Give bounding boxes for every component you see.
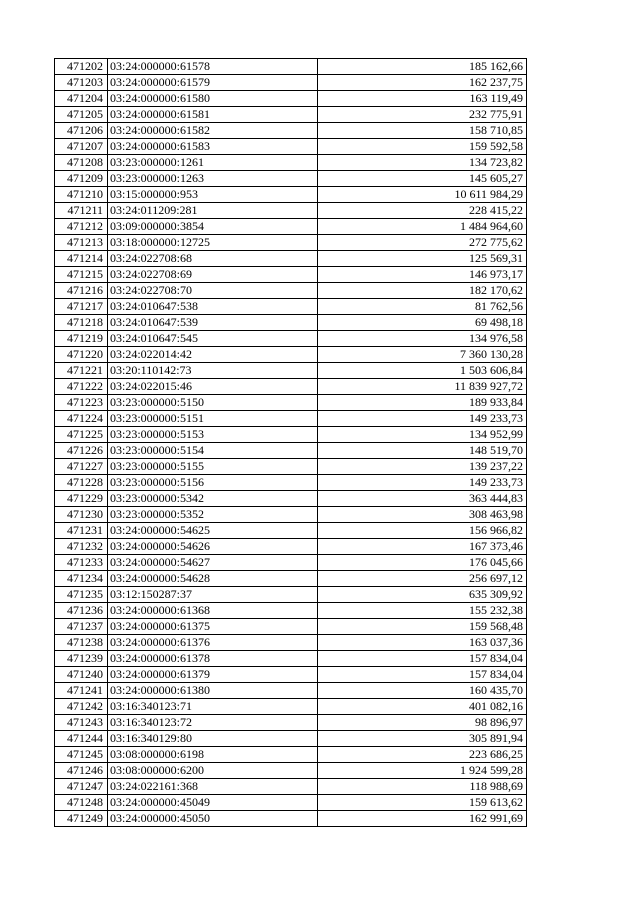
row-id-cell: 471205 xyxy=(55,107,108,123)
row-id-cell: 471225 xyxy=(55,427,108,443)
cadastral-number-cell: 03:24:000000:45050 xyxy=(108,811,318,827)
row-id-cell: 471236 xyxy=(55,603,108,619)
cadastral-value-cell: 256 697,12 xyxy=(318,571,527,587)
cadastral-value-cell: 139 237,22 xyxy=(318,459,527,475)
row-id-cell: 471234 xyxy=(55,571,108,587)
cadastral-value-cell: 182 170,62 xyxy=(318,283,527,299)
cadastral-value-cell: 81 762,56 xyxy=(318,299,527,315)
cadastral-number-cell: 03:24:000000:61380 xyxy=(108,683,318,699)
table-row xyxy=(55,299,527,315)
table-row xyxy=(55,475,527,491)
cadastral-value-cell: 223 686,25 xyxy=(318,747,527,763)
cadastral-value-cell: 189 933,84 xyxy=(318,395,527,411)
row-id-cell: 471242 xyxy=(55,699,108,715)
row-id-cell: 471228 xyxy=(55,475,108,491)
cadastral-number-cell: 03:24:000000:61378 xyxy=(108,651,318,667)
cadastral-value-cell: 134 976,58 xyxy=(318,331,527,347)
cadastral-value-cell: 167 373,46 xyxy=(318,539,527,555)
cadastral-number-cell: 03:24:000000:61583 xyxy=(108,139,318,155)
cadastral-number-cell: 03:23:000000:5150 xyxy=(108,395,318,411)
cadastral-value-cell: 149 233,73 xyxy=(318,411,527,427)
cadastral-number-cell: 03:24:022161:368 xyxy=(108,779,318,795)
table-row xyxy=(55,555,527,571)
cadastral-number-cell: 03:15:000000:953 xyxy=(108,187,318,203)
cadastral-number-cell: 03:24:000000:61375 xyxy=(108,619,318,635)
table-row xyxy=(55,747,527,763)
cadastral-value-cell: 134 952,99 xyxy=(318,427,527,443)
table-row xyxy=(55,123,527,139)
cadastral-number-cell: 03:24:000000:61368 xyxy=(108,603,318,619)
cadastral-number-cell: 03:24:000000:54626 xyxy=(108,539,318,555)
cadastral-value-cell: 162 237,75 xyxy=(318,75,527,91)
row-id-cell: 471239 xyxy=(55,651,108,667)
table-row xyxy=(55,75,527,91)
cadastral-number-cell: 03:24:010647:538 xyxy=(108,299,318,315)
cadastral-value-cell: 157 834,04 xyxy=(318,667,527,683)
table-row xyxy=(55,651,527,667)
row-id-cell: 471208 xyxy=(55,155,108,171)
cadastral-number-cell: 03:24:022708:68 xyxy=(108,251,318,267)
row-id-cell: 471227 xyxy=(55,459,108,475)
table-row xyxy=(55,347,527,363)
row-id-cell: 471213 xyxy=(55,235,108,251)
row-id-cell: 471244 xyxy=(55,731,108,747)
row-id-cell: 471218 xyxy=(55,315,108,331)
table-row xyxy=(55,235,527,251)
cadastral-number-cell: 03:23:000000:5342 xyxy=(108,491,318,507)
table-row xyxy=(55,411,527,427)
table-row xyxy=(55,539,527,555)
cadastral-value-cell: 305 891,94 xyxy=(318,731,527,747)
cadastral-value-cell: 185 162,66 xyxy=(318,59,527,75)
cadastral-number-cell: 03:23:000000:1263 xyxy=(108,171,318,187)
row-id-cell: 471216 xyxy=(55,283,108,299)
table-row xyxy=(55,603,527,619)
row-id-cell: 471229 xyxy=(55,491,108,507)
row-id-cell: 471210 xyxy=(55,187,108,203)
cadastral-number-cell: 03:09:000000:3854 xyxy=(108,219,318,235)
cadastral-number-cell: 03:24:000000:61579 xyxy=(108,75,318,91)
cadastral-value-cell: 146 973,17 xyxy=(318,267,527,283)
row-id-cell: 471202 xyxy=(55,59,108,75)
cadastral-value-cell: 11 839 927,72 xyxy=(318,379,527,395)
row-id-cell: 471235 xyxy=(55,587,108,603)
cadastral-number-cell: 03:24:022708:69 xyxy=(108,267,318,283)
cadastral-value-cell: 159 568,48 xyxy=(318,619,527,635)
table-row xyxy=(55,731,527,747)
cadastral-value-cell: 1 503 606,84 xyxy=(318,363,527,379)
cadastral-value-cell: 228 415,22 xyxy=(318,203,527,219)
table-row xyxy=(55,315,527,331)
row-id-cell: 471241 xyxy=(55,683,108,699)
cadastral-number-cell: 03:24:000000:61379 xyxy=(108,667,318,683)
row-id-cell: 471217 xyxy=(55,299,108,315)
cadastral-number-cell: 03:24:000000:61578 xyxy=(108,59,318,75)
table-row xyxy=(55,443,527,459)
cadastral-value-cell: 163 037,36 xyxy=(318,635,527,651)
cadastral-number-cell: 03:24:022014:42 xyxy=(108,347,318,363)
cadastral-number-cell: 03:16:340123:72 xyxy=(108,715,318,731)
row-id-cell: 471232 xyxy=(55,539,108,555)
table-row xyxy=(55,507,527,523)
cadastral-number-cell: 03:23:000000:5154 xyxy=(108,443,318,459)
table-row xyxy=(55,491,527,507)
cadastral-number-cell: 03:24:010647:539 xyxy=(108,315,318,331)
table-row xyxy=(55,379,527,395)
table-body xyxy=(55,59,527,827)
row-id-cell: 471222 xyxy=(55,379,108,395)
table-row xyxy=(55,459,527,475)
cadastral-value-cell: 159 613,62 xyxy=(318,795,527,811)
cadastral-number-cell: 03:18:000000:12725 xyxy=(108,235,318,251)
cadastral-number-cell: 03:12:150287:37 xyxy=(108,587,318,603)
cadastral-value-cell: 158 710,85 xyxy=(318,123,527,139)
table-row xyxy=(55,139,527,155)
table-row xyxy=(55,267,527,283)
cadastral-value-cell: 118 988,69 xyxy=(318,779,527,795)
cadastral-number-cell: 03:16:340123:71 xyxy=(108,699,318,715)
table-row xyxy=(55,763,527,779)
row-id-cell: 471230 xyxy=(55,507,108,523)
table-row xyxy=(55,59,527,75)
row-id-cell: 471246 xyxy=(55,763,108,779)
cadastral-number-cell: 03:23:000000:5352 xyxy=(108,507,318,523)
table-row xyxy=(55,571,527,587)
table-row xyxy=(55,683,527,699)
table-row xyxy=(55,779,527,795)
row-id-cell: 471211 xyxy=(55,203,108,219)
row-id-cell: 471207 xyxy=(55,139,108,155)
cadastral-value-cell: 98 896,97 xyxy=(318,715,527,731)
cadastral-number-cell: 03:24:000000:54628 xyxy=(108,571,318,587)
row-id-cell: 471209 xyxy=(55,171,108,187)
row-id-cell: 471204 xyxy=(55,91,108,107)
row-id-cell: 471226 xyxy=(55,443,108,459)
cadastral-value-cell: 7 360 130,28 xyxy=(318,347,527,363)
cadastral-value-cell: 401 082,16 xyxy=(318,699,527,715)
cadastral-number-cell: 03:24:011209:281 xyxy=(108,203,318,219)
row-id-cell: 471245 xyxy=(55,747,108,763)
row-id-cell: 471221 xyxy=(55,363,108,379)
row-id-cell: 471240 xyxy=(55,667,108,683)
table-row xyxy=(55,427,527,443)
row-id-cell: 471238 xyxy=(55,635,108,651)
row-id-cell: 471243 xyxy=(55,715,108,731)
table-row xyxy=(55,395,527,411)
cadastral-number-cell: 03:24:000000:61581 xyxy=(108,107,318,123)
table-row xyxy=(55,91,527,107)
cadastral-number-cell: 03:24:000000:54625 xyxy=(108,523,318,539)
row-id-cell: 471224 xyxy=(55,411,108,427)
cadastral-value-cell: 134 723,82 xyxy=(318,155,527,171)
table-row xyxy=(55,363,527,379)
cadastral-value-cell: 160 435,70 xyxy=(318,683,527,699)
cadastral-number-cell: 03:23:000000:5156 xyxy=(108,475,318,491)
cadastral-number-cell: 03:24:010647:545 xyxy=(108,331,318,347)
cadastral-value-cell: 163 119,49 xyxy=(318,91,527,107)
row-id-cell: 471215 xyxy=(55,267,108,283)
row-id-cell: 471214 xyxy=(55,251,108,267)
cadastral-number-cell: 03:08:000000:6200 xyxy=(108,763,318,779)
row-id-cell: 471249 xyxy=(55,811,108,827)
row-id-cell: 471203 xyxy=(55,75,108,91)
table-row xyxy=(55,715,527,731)
row-id-cell: 471231 xyxy=(55,523,108,539)
table-row xyxy=(55,619,527,635)
row-id-cell: 471223 xyxy=(55,395,108,411)
table-row xyxy=(55,283,527,299)
table-row xyxy=(55,635,527,651)
cadastral-value-cell: 10 611 984,29 xyxy=(318,187,527,203)
cadastral-value-cell: 1 924 599,28 xyxy=(318,763,527,779)
cadastral-number-cell: 03:24:000000:61376 xyxy=(108,635,318,651)
row-id-cell: 471219 xyxy=(55,331,108,347)
table-row xyxy=(55,203,527,219)
table-row xyxy=(55,107,527,123)
cadastral-number-cell: 03:24:000000:61582 xyxy=(108,123,318,139)
cadastral-value-cell: 162 991,69 xyxy=(318,811,527,827)
table-row xyxy=(55,667,527,683)
cadastral-value-cell: 148 519,70 xyxy=(318,443,527,459)
cadastral-number-cell: 03:24:000000:45049 xyxy=(108,795,318,811)
table-row xyxy=(55,187,527,203)
table-row xyxy=(55,811,527,827)
cadastral-number-cell: 03:23:000000:5153 xyxy=(108,427,318,443)
row-id-cell: 471237 xyxy=(55,619,108,635)
table-row xyxy=(55,699,527,715)
row-id-cell: 471220 xyxy=(55,347,108,363)
cadastral-number-cell: 03:24:000000:61580 xyxy=(108,91,318,107)
cadastral-value-cell: 145 605,27 xyxy=(318,171,527,187)
table-row xyxy=(55,251,527,267)
row-id-cell: 471233 xyxy=(55,555,108,571)
table-row xyxy=(55,587,527,603)
table-row xyxy=(55,331,527,347)
row-id-cell: 471248 xyxy=(55,795,108,811)
cadastral-value-cell: 159 592,58 xyxy=(318,139,527,155)
cadastral-value-cell: 1 484 964,60 xyxy=(318,219,527,235)
table-row xyxy=(55,795,527,811)
cadastral-value-cell: 157 834,04 xyxy=(318,651,527,667)
table-row xyxy=(55,171,527,187)
cadastral-value-cell: 149 233,73 xyxy=(318,475,527,491)
table-row xyxy=(55,219,527,235)
cadastral-number-cell: 03:24:022708:70 xyxy=(108,283,318,299)
cadastral-value-cell: 363 444,83 xyxy=(318,491,527,507)
cadastral-number-cell: 03:23:000000:5155 xyxy=(108,459,318,475)
cadastral-value-cell: 308 463,98 xyxy=(318,507,527,523)
table-row xyxy=(55,155,527,171)
cadastral-value-cell: 125 569,31 xyxy=(318,251,527,267)
cadastral-value-cell: 272 775,62 xyxy=(318,235,527,251)
cadastral-number-cell: 03:24:000000:54627 xyxy=(108,555,318,571)
cadastral-number-cell: 03:23:000000:5151 xyxy=(108,411,318,427)
cadastral-value-cell: 155 232,38 xyxy=(318,603,527,619)
row-id-cell: 471206 xyxy=(55,123,108,139)
cadastral-value-cell: 69 498,18 xyxy=(318,315,527,331)
cadastral-value-cell: 156 966,82 xyxy=(318,523,527,539)
cadastral-value-cell: 635 309,92 xyxy=(318,587,527,603)
row-id-cell: 471247 xyxy=(55,779,108,795)
cadastral-value-cell: 176 045,66 xyxy=(318,555,527,571)
cadastral-value-table xyxy=(54,58,527,827)
cadastral-value-cell: 232 775,91 xyxy=(318,107,527,123)
cadastral-number-cell: 03:16:340129:80 xyxy=(108,731,318,747)
row-id-cell: 471212 xyxy=(55,219,108,235)
cadastral-number-cell: 03:08:000000:6198 xyxy=(108,747,318,763)
cadastral-number-cell: 03:23:000000:1261 xyxy=(108,155,318,171)
cadastral-number-cell: 03:24:022015:46 xyxy=(108,379,318,395)
table-row xyxy=(55,523,527,539)
cadastral-number-cell: 03:20:110142:73 xyxy=(108,363,318,379)
